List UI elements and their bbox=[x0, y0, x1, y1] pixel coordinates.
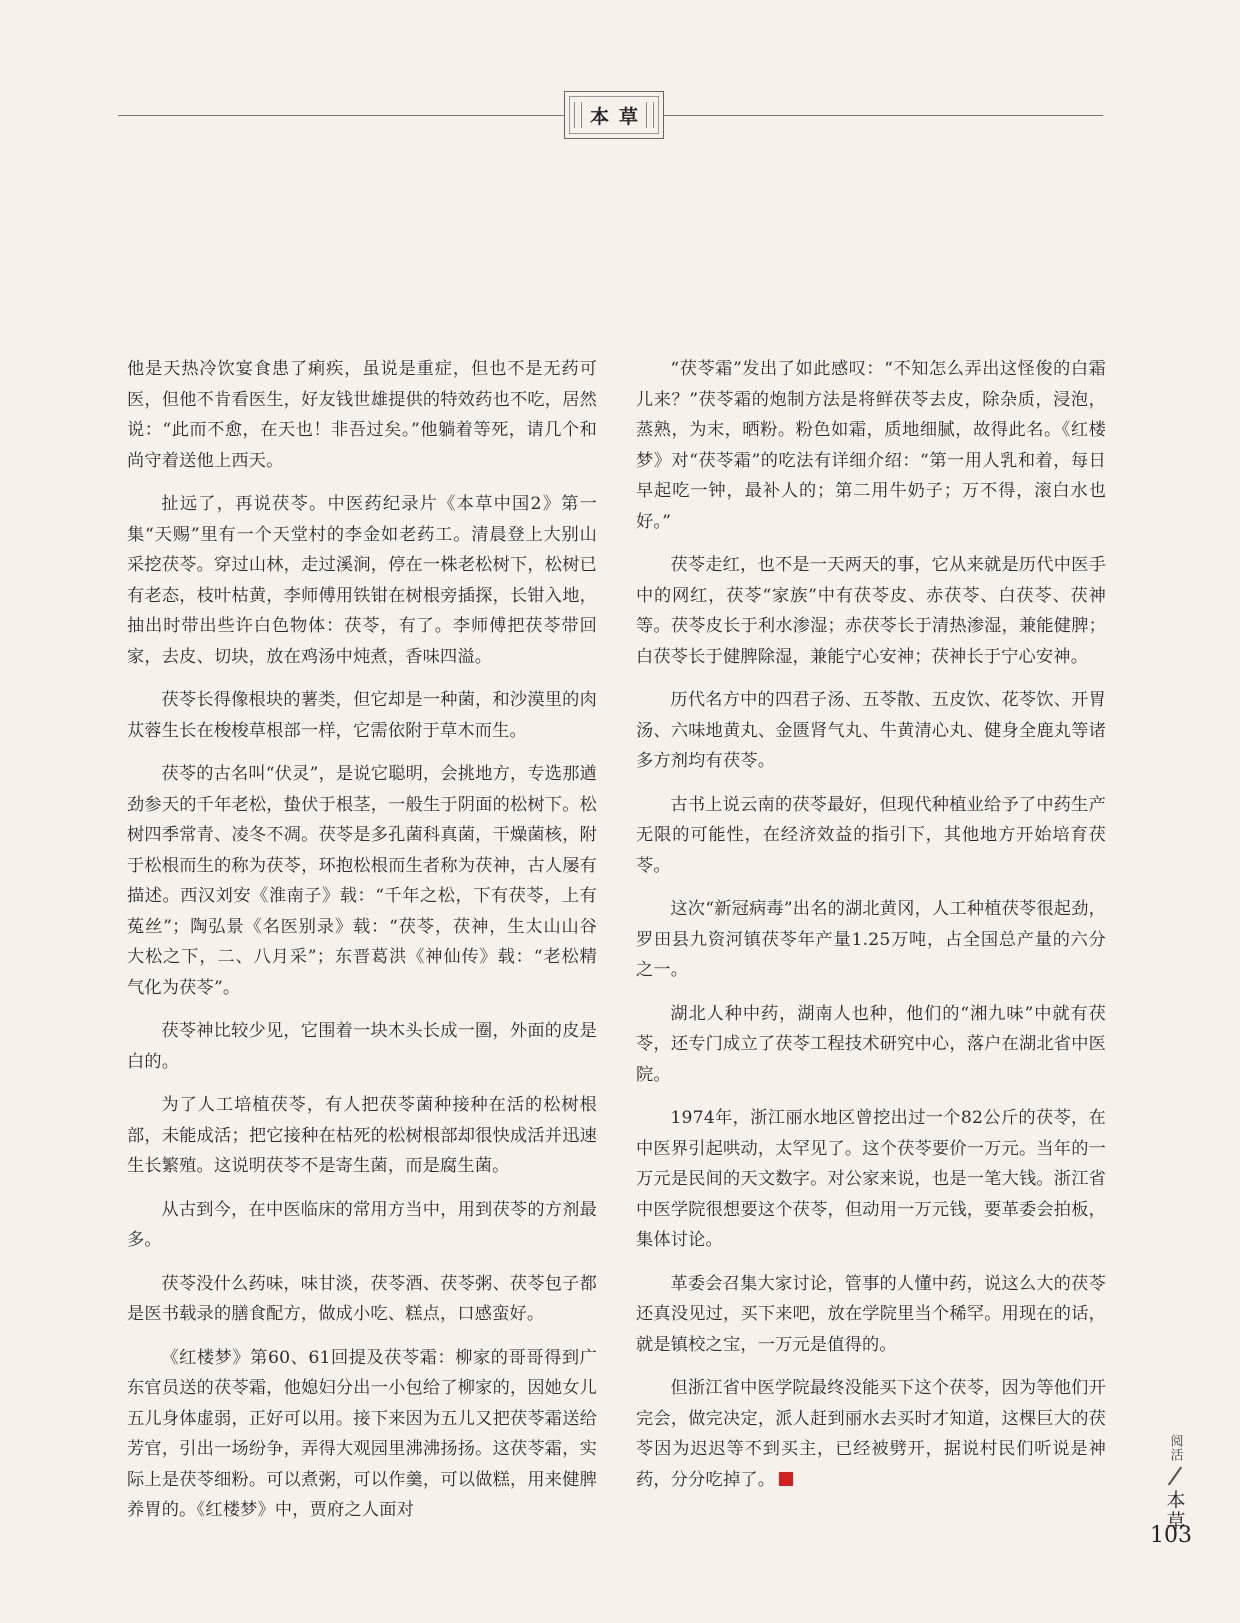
paragraph-text: 但浙江省中医学院最终没能买下这个茯苓，因为等他们开完会，做完决定，派人赶到丽水去买时才知道，这棵巨大的茯苓因为迟迟等不到买主，已经被劈开，据说村民们听说是神药，分分吃掉了。 bbox=[636, 1378, 1106, 1490]
paragraph bbox=[127, 685, 597, 746]
paragraph bbox=[127, 489, 597, 672]
paragraph bbox=[636, 685, 1106, 777]
paragraph bbox=[636, 1103, 1106, 1256]
paragraph-text: 1974年，浙江丽水地区曾挖出过一个82公斤的茯苓，在中医界引起哄动，太罕见了。这个茯苓要价一万元。当年的一万元是民间的天文数字。对公家来说，也是一笔大钱。浙江省中医学院很想要这个茯苓，但动用一万元钱，要革委会拍板，集体讨论。 bbox=[636, 1108, 1106, 1250]
paragraph-text: 古书上说云南的茯苓最好，但现代种植业给予了中药生产无限的可能性，在经济效益的指引下，其他地方开始培育茯苓。 bbox=[636, 794, 1106, 876]
paragraph bbox=[127, 1195, 597, 1256]
paragraph bbox=[127, 1090, 597, 1182]
paragraph-text: 从古到今，在中医临床的常用方当中，用到茯苓的方剂最多。 bbox=[127, 1199, 597, 1250]
paragraph bbox=[636, 550, 1106, 672]
paragraph-text: “茯苓霜”发出了如此感叹：“不知怎么弄出这怪俊的白霜儿来？”茯苓霜的炮制方法是将鲜茯苓去皮，除杂质，浸泡，蒸熟，为末，晒粉。粉色如霜，质地细腻，故得此名。《红楼梦》对“茯苓霜”的吃法有详细介绍：“第一用人乳和着，每日早起吃一钟，最补人的；第二用牛奶子；万不得，滚白水也好。” bbox=[636, 359, 1106, 532]
section-header-badge bbox=[564, 91, 664, 139]
paragraph bbox=[127, 1016, 597, 1077]
paragraph-text: 革委会召集大家讨论，管事的人懂中药，说这么大的茯苓还真没见过，买下来吧，放在学院里当个稀罕。用现在的话，就是镇校之宝，一万元是值得的。 bbox=[636, 1273, 1106, 1355]
footer-column-label bbox=[1162, 1434, 1188, 1532]
magazine-name: 阅活 bbox=[1167, 1434, 1183, 1462]
paragraph-text: 茯苓没什么药味，味甘淡，茯苓酒、茯苓粥、茯苓包子都是医书载录的膳食配方，做成小吃、糕点，口感蛮好。 bbox=[127, 1273, 597, 1324]
paragraph bbox=[127, 354, 597, 476]
paragraph-text: 历代名方中的四君子汤、五苓散、五皮饮、花苓饮、开胃汤、六味地黄丸、金匮肾气丸、牛黄清心丸、健身全鹿丸等诸多方剂均有茯苓。 bbox=[636, 690, 1106, 771]
paragraph bbox=[636, 790, 1106, 882]
right-text-column bbox=[636, 354, 1106, 1508]
paragraph-text: 扯远了，再说茯苓。中医药纪录片《本草中国2》第一集“天赐”里有一个天堂村的李金如老药工。清晨登上大别山采挖茯苓。穿过山林，走过溪涧，停在一株老松树下，松树已有老态，枝叶枯黄，李师傅用铁钳在树根旁插探，长钳入地，抽出时带出些许白色物体：茯苓，有了。李师傅把茯苓带回家，去皮、切块，放在鸡汤中炖煮，香味四溢。 bbox=[127, 494, 597, 667]
paragraph-text: 这次“新冠病毒”出名的湖北黄冈，人工种植茯苓很起劲，罗田县九资河镇茯苓年产量1.25万吨，占全国总产量的六分之一。 bbox=[636, 899, 1106, 980]
paragraph-text: 《红楼梦》第60、61回提及茯苓霜：柳家的哥哥得到广东官员送的茯苓霜，他媳妇分出一小包给了柳家的，因她女儿五儿身体虚弱，正好可以用。接下来因为五儿又把茯苓霜送给芳官，引出一场纷争，弄得大观园里沸沸扬扬。这茯苓霜，实际上是茯苓细粉。可以煮粥，可以作羹，可以做糕，用来健脾养胃的。《红楼梦》中，贾府之人面对 bbox=[127, 1347, 597, 1520]
footer-slash-divider bbox=[1168, 1466, 1182, 1485]
page-number: 103 bbox=[1150, 1523, 1192, 1548]
end-of-article-mark bbox=[779, 1472, 793, 1486]
paragraph bbox=[636, 999, 1106, 1091]
paragraph-text: 他是天热冷饮宴食患了痢疾，虽说是重症，但也不是无药可医，但他不肯看医生，好友钱世雄提供的特效药也不吃，居然说：“此而不愈，在天也！非吾过矣。”他躺着等死，请几个和尚守着送他上西天。 bbox=[127, 359, 597, 471]
paragraph bbox=[127, 759, 597, 1003]
paragraph bbox=[636, 894, 1106, 986]
left-text-column bbox=[127, 354, 597, 1539]
paragraph-text: 茯苓走红，也不是一天两天的事，它从来就是历代中医手中的网红，茯苓“家族”中有茯苓皮、赤茯苓、白茯苓、茯神等。茯苓皮长于利水渗湿；赤茯苓长于清热渗湿，兼能健脾；白茯苓长于健脾除湿，兼能宁心安神；茯神长于宁心安神。 bbox=[636, 555, 1106, 667]
paragraph bbox=[127, 1343, 597, 1526]
paragraph-text: 为了人工培植茯苓，有人把茯苓菌种接种在活的松树根部，未能成活；把它接种在枯死的松树根部却很快成活并迅速生长繁殖。这说明茯苓不是寄生菌，而是腐生菌。 bbox=[127, 1095, 597, 1176]
paragraph-text: 茯苓长得像根块的薯类，但它却是一种菌，和沙漠里的肉苁蓉生长在梭梭草根部一样，它需依附于草木而生。 bbox=[127, 690, 597, 741]
paragraph-text: 茯苓的古名叫“伏灵”，是说它聪明，会挑地方，专选那遒劲参天的千年老松，蛰伏于根茎，一般生于阴面的松树下。松树四季常青、凌冬不凋。茯苓是多孔菌科真菌，干燥菌核，附于松根而生的称为茯苓，环抱松根而生者称为茯神，古人屡有描述。西汉刘安《淮南子》载：“千年之松，下有茯苓，上有菟丝”；陶弘景《名医别录》载：“茯苓，茯神，生太山山谷大松之下，二、八月采”；东晋葛洪《神仙传》载：“老松精气化为茯苓”。 bbox=[127, 764, 597, 998]
paragraph-text: 茯苓神比较少见，它围着一块木头长成一圈，外面的皮是白的。 bbox=[127, 1021, 597, 1072]
column-name: 本草 bbox=[1163, 1490, 1186, 1532]
paragraph bbox=[636, 1269, 1106, 1361]
section-title: 本草 bbox=[589, 105, 648, 128]
paragraph bbox=[636, 354, 1106, 537]
badge-ornament-right bbox=[646, 102, 654, 128]
paragraph-text: 湖北人种中药，湖南人也种，他们的“湘九味”中就有茯苓，还专门成立了茯苓工程技术研究中心，落户在湖北省中医院。 bbox=[636, 1003, 1106, 1085]
paragraph bbox=[636, 1373, 1106, 1495]
paragraph bbox=[127, 1269, 597, 1330]
